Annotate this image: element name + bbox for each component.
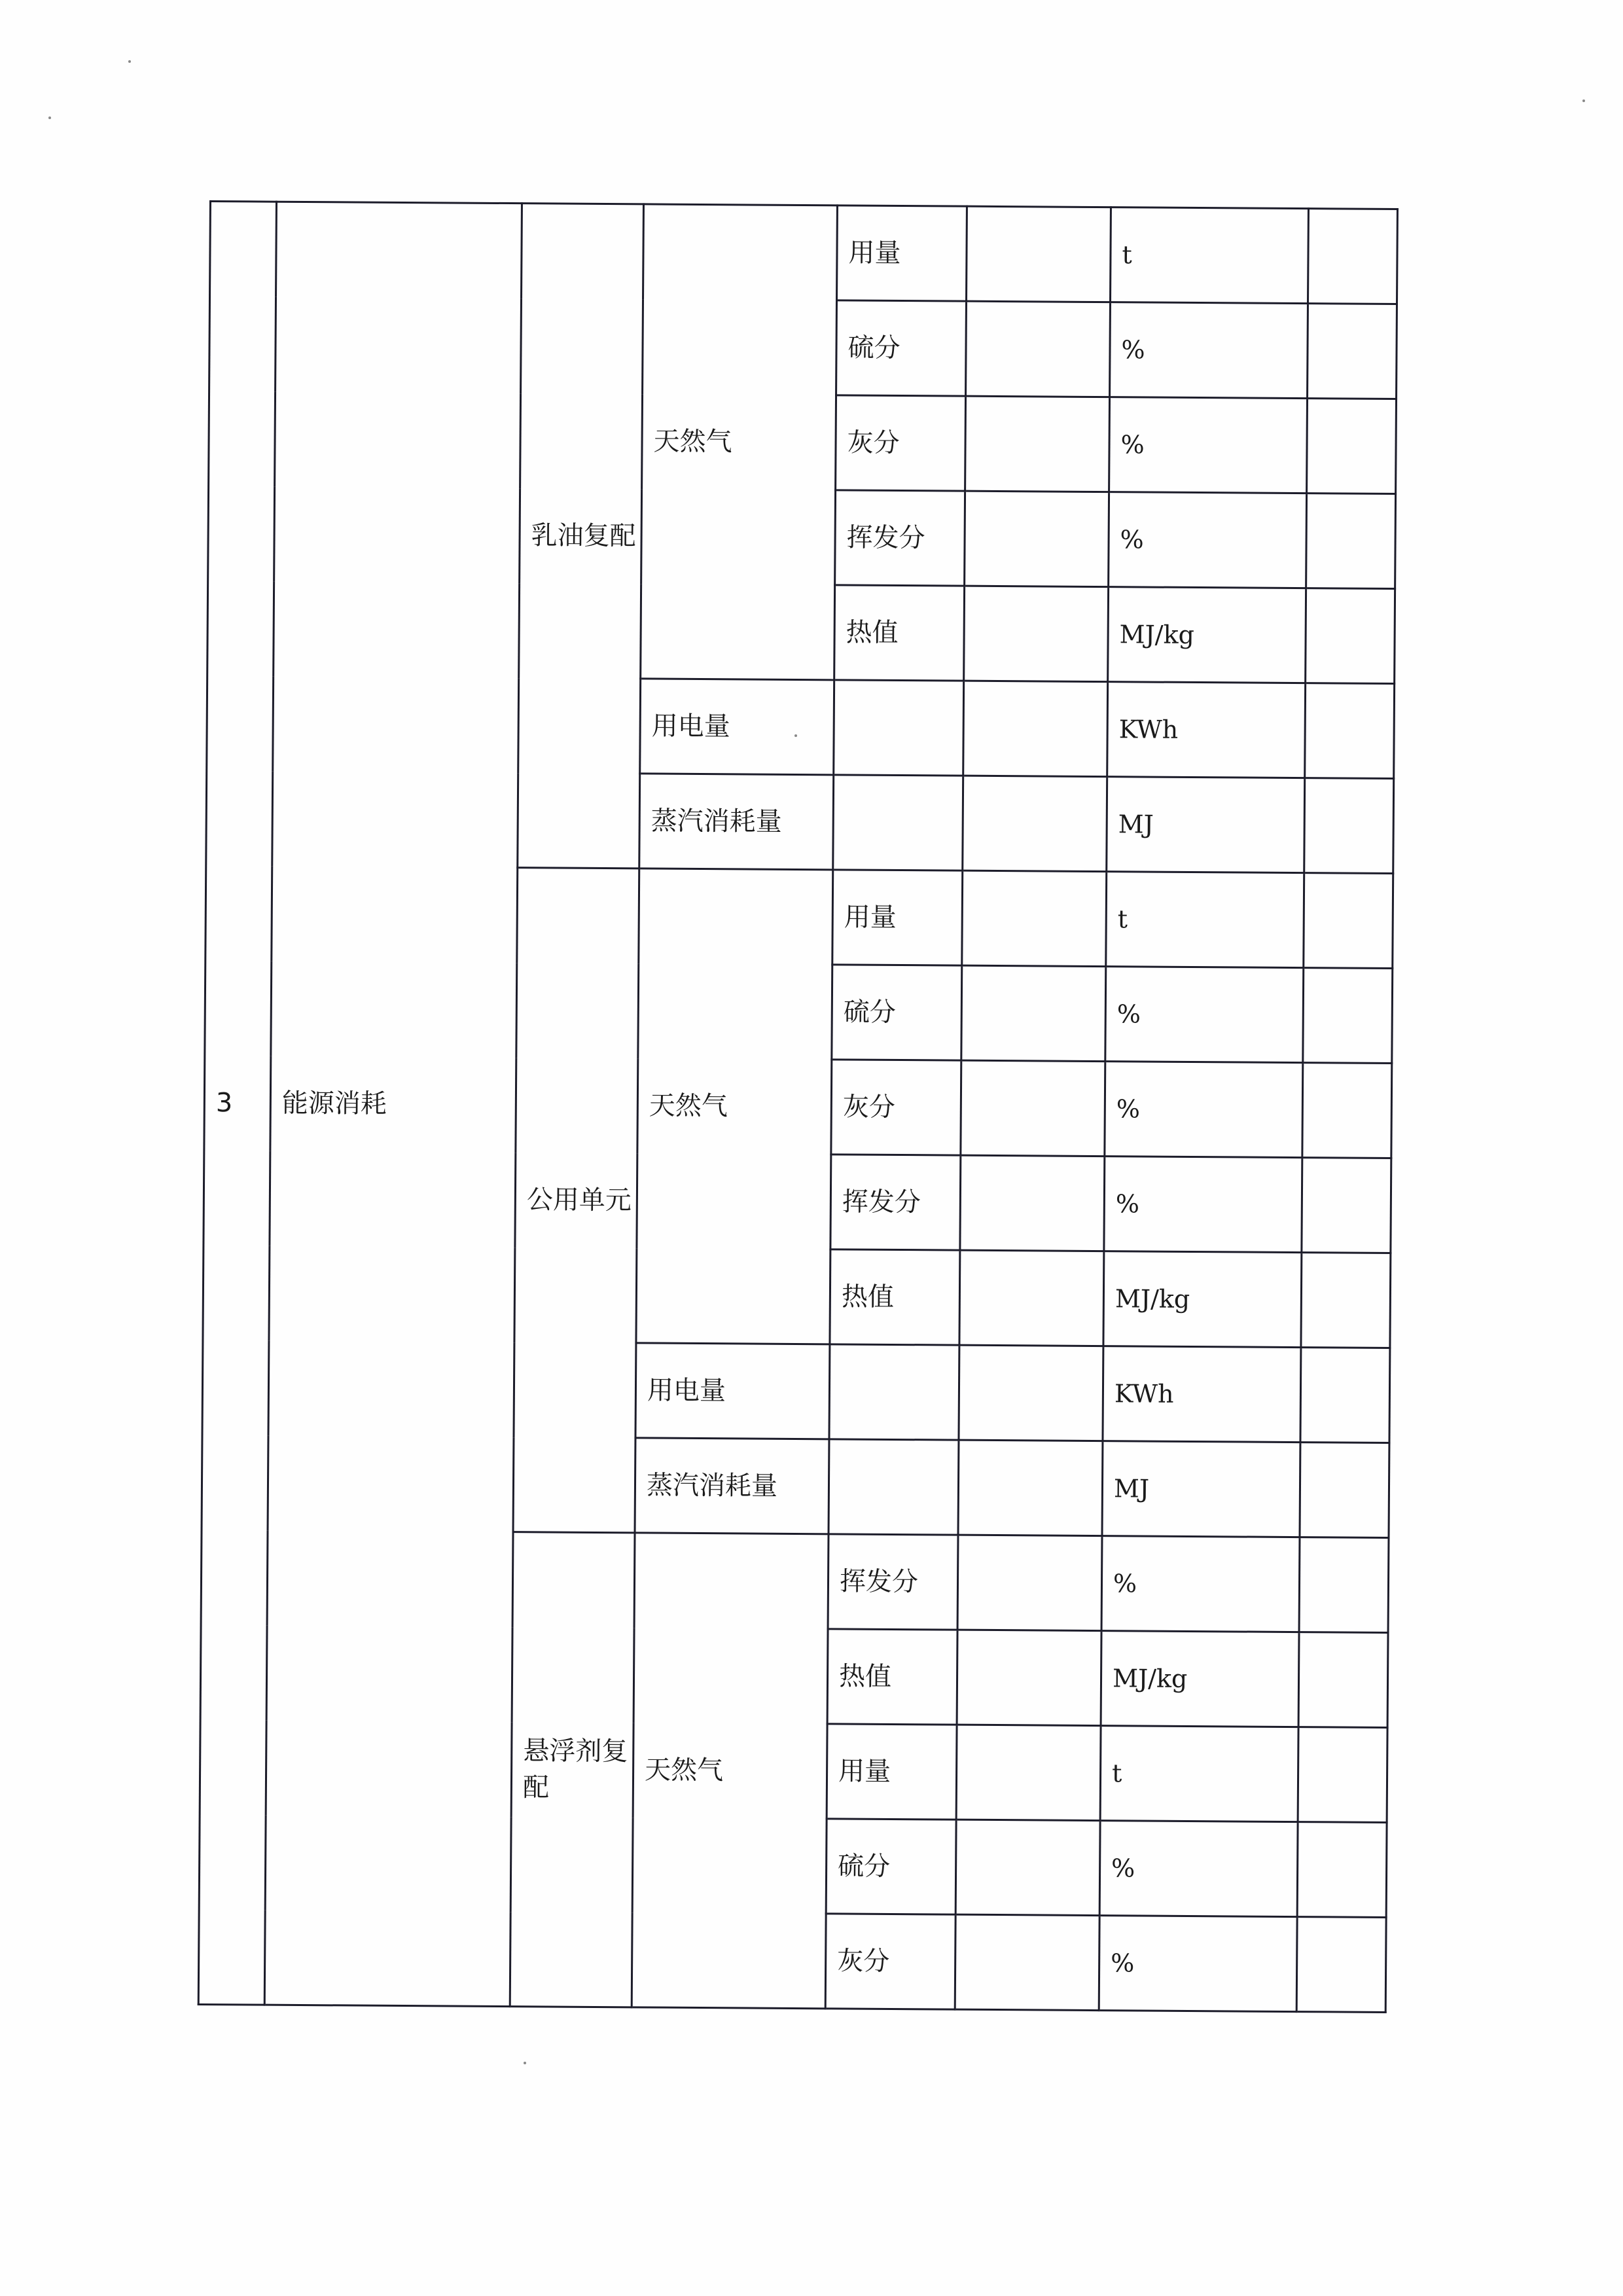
- scan-speck: [1582, 99, 1585, 102]
- value-cell: [966, 301, 1111, 397]
- param-label: 灰分: [831, 1060, 961, 1155]
- scan-speck: [524, 2062, 526, 2064]
- remark-cell: [1301, 1253, 1391, 1348]
- unit-label: %: [1110, 302, 1308, 399]
- unit-name: 乳油复配: [518, 204, 644, 869]
- param-cell-empty: [829, 1344, 959, 1440]
- param-label: 热值: [827, 1629, 957, 1725]
- unit-label: %: [1104, 1157, 1302, 1253]
- table-row: [210, 202, 1398, 304]
- unit-label: t: [1110, 207, 1308, 304]
- unit-label: MJ: [1102, 1441, 1300, 1537]
- remark-cell: [1297, 1822, 1387, 1918]
- param-label: 灰分: [825, 1914, 955, 2009]
- param-label: 热值: [830, 1249, 960, 1345]
- value-cell: [960, 1155, 1105, 1251]
- param-label: 灰分: [836, 395, 966, 491]
- remark-cell: [1300, 1443, 1389, 1538]
- value-cell: [959, 1250, 1104, 1346]
- scan-speck: [48, 117, 51, 119]
- unit-label: %: [1105, 1062, 1303, 1158]
- unit-label: %: [1101, 1536, 1300, 1632]
- value-cell: [962, 870, 1107, 966]
- param-label: 硫分: [832, 965, 962, 1060]
- unit-name: 公用单元: [513, 868, 639, 1533]
- unit-label: t: [1106, 872, 1304, 968]
- value-cell: [965, 396, 1110, 492]
- row-index: 3: [198, 202, 276, 2005]
- param-label: 用量: [832, 870, 963, 965]
- unit-label: %: [1099, 1916, 1297, 2012]
- param-label: 挥发分: [835, 490, 965, 586]
- energy-consumption-table: [198, 200, 1399, 2013]
- remark-cell: [1306, 588, 1395, 684]
- scan-speck: [128, 60, 131, 63]
- remark-cell: [1299, 1537, 1389, 1633]
- value-cell: [961, 965, 1106, 1061]
- value-cell: [955, 1914, 1099, 2010]
- item-label: 蒸汽消耗量: [635, 1438, 829, 1534]
- unit-label: KWh: [1107, 682, 1306, 778]
- fuel-label: 天然气: [632, 1533, 829, 2009]
- remark-cell: [1308, 304, 1397, 399]
- value-cell: [957, 1535, 1102, 1630]
- remark-cell: [1302, 1063, 1392, 1158]
- value-cell: [963, 776, 1107, 871]
- param-cell-empty: [833, 775, 963, 870]
- param-label: 硫分: [836, 300, 967, 396]
- remark-cell: [1307, 399, 1397, 494]
- param-cell-empty: [829, 1439, 959, 1535]
- param-cell-empty: [834, 680, 964, 776]
- value-cell: [964, 586, 1109, 681]
- remark-cell: [1306, 493, 1396, 589]
- unit-label: MJ: [1107, 777, 1305, 873]
- remark-cell: [1298, 1632, 1388, 1728]
- unit-label: %: [1099, 1821, 1298, 1917]
- item-label: 用电量: [640, 679, 834, 775]
- param-label: 挥发分: [828, 1534, 958, 1630]
- remark-cell: [1305, 683, 1395, 779]
- fuel-label: 天然气: [641, 204, 838, 680]
- unit-label: MJ/kg: [1108, 587, 1306, 683]
- value-cell: [965, 491, 1109, 586]
- unit-name: 悬浮剂复配: [510, 1532, 635, 2007]
- unit-label: %: [1109, 397, 1308, 493]
- value-cell: [957, 1630, 1101, 1725]
- unit-label: MJ/kg: [1101, 1631, 1299, 1727]
- value-cell: [955, 1820, 1100, 1915]
- remark-cell: [1296, 1917, 1386, 2013]
- value-cell: [963, 681, 1108, 776]
- unit-label: t: [1100, 1726, 1298, 1822]
- remark-cell: [1298, 1727, 1387, 1823]
- param-label: 硫分: [826, 1819, 956, 1914]
- remark-cell: [1300, 1348, 1390, 1443]
- param-label: 挥发分: [830, 1155, 961, 1250]
- param-label: 用量: [837, 206, 967, 301]
- param-label: 用量: [827, 1724, 957, 1820]
- remark-cell: [1308, 209, 1397, 304]
- unit-label: %: [1105, 967, 1304, 1063]
- unit-label: %: [1109, 492, 1307, 588]
- remark-cell: [1302, 1158, 1391, 1253]
- value-cell: [956, 1725, 1101, 1820]
- unit-label: MJ/kg: [1103, 1251, 1302, 1348]
- value-cell: [961, 1060, 1105, 1156]
- category-label: 能源消耗: [264, 202, 522, 2006]
- unit-label: KWh: [1103, 1346, 1301, 1443]
- remark-cell: [1304, 778, 1394, 874]
- scan-speck: [794, 734, 797, 737]
- item-label: 蒸汽消耗量: [639, 774, 834, 870]
- remark-cell: [1304, 873, 1393, 969]
- value-cell: [959, 1345, 1103, 1441]
- param-label: 热值: [834, 585, 965, 681]
- remark-cell: [1303, 968, 1393, 1064]
- item-label: 用电量: [635, 1343, 830, 1439]
- fuel-label: 天然气: [636, 869, 833, 1344]
- value-cell: [967, 206, 1111, 302]
- value-cell: [958, 1440, 1103, 1535]
